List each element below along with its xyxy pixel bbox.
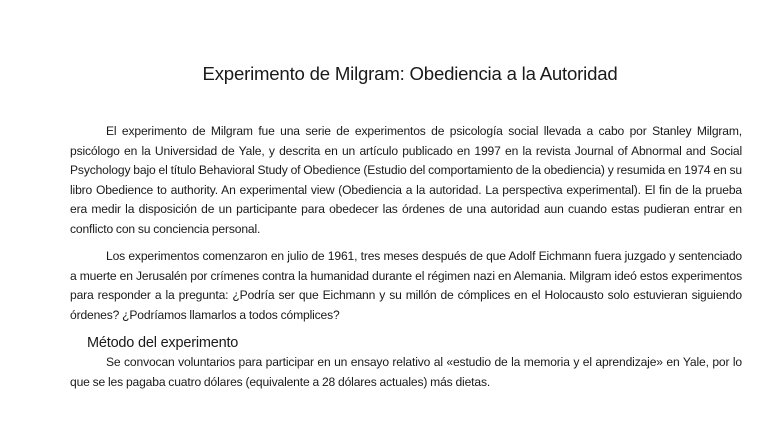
paragraph-history: Los experimentos comenzaron en julio de 1961, tres meses después de que Adolf Eichmann fuera juzgado y sentenciado a muerte en Jerusalén por crímenes contra la humanidad durante el régimen nazi en Alemania. Milgram ideó estos experimentos para responder a la pregunta: ¿Podría ser que Eichmann y su millón de cómplices en el Holocausto solo estuvieran siguiendo órdenes? ¿Podríamos llamarlos a todos cómplices? xyxy=(70,249,742,322)
paragraph-intro: El experimento de Milgram fue una serie de experimentos de psicología social llevada a cabo por Stanley Milgram, psicólogo en la Universidad de Yale, y descrita en un artículo publicado en 1997 en la revista Journal of Abnormal and Social Psychology bajo el título Behavioral Study of Obedience (Estudio del comportamiento de la obediencia) y resumida en 1974 en su libro Obedience to authority. An experimental view (Obediencia a la autoridad. La perspectiva experimental). El fin de la prueba era medir la disposición de un participante para obedecer las órdenes de una autoridad aun cuando estas pudieran entrar en conflicto con su conciencia personal. xyxy=(70,124,742,236)
section-heading-method: Método del experimento xyxy=(87,335,239,351)
paragraph-method: Se convocan voluntarios para participar en un ensayo relativo al «estudio de la memoria y el aprendizaje» en Yale, por lo que se les pagaba cuatro dólares (equivalente a 28 dólares actuales) más dietas. xyxy=(70,355,742,389)
document-title: Experimento de Milgram: Obediencia a la Autoridad xyxy=(202,63,618,84)
document-body xyxy=(70,122,742,400)
